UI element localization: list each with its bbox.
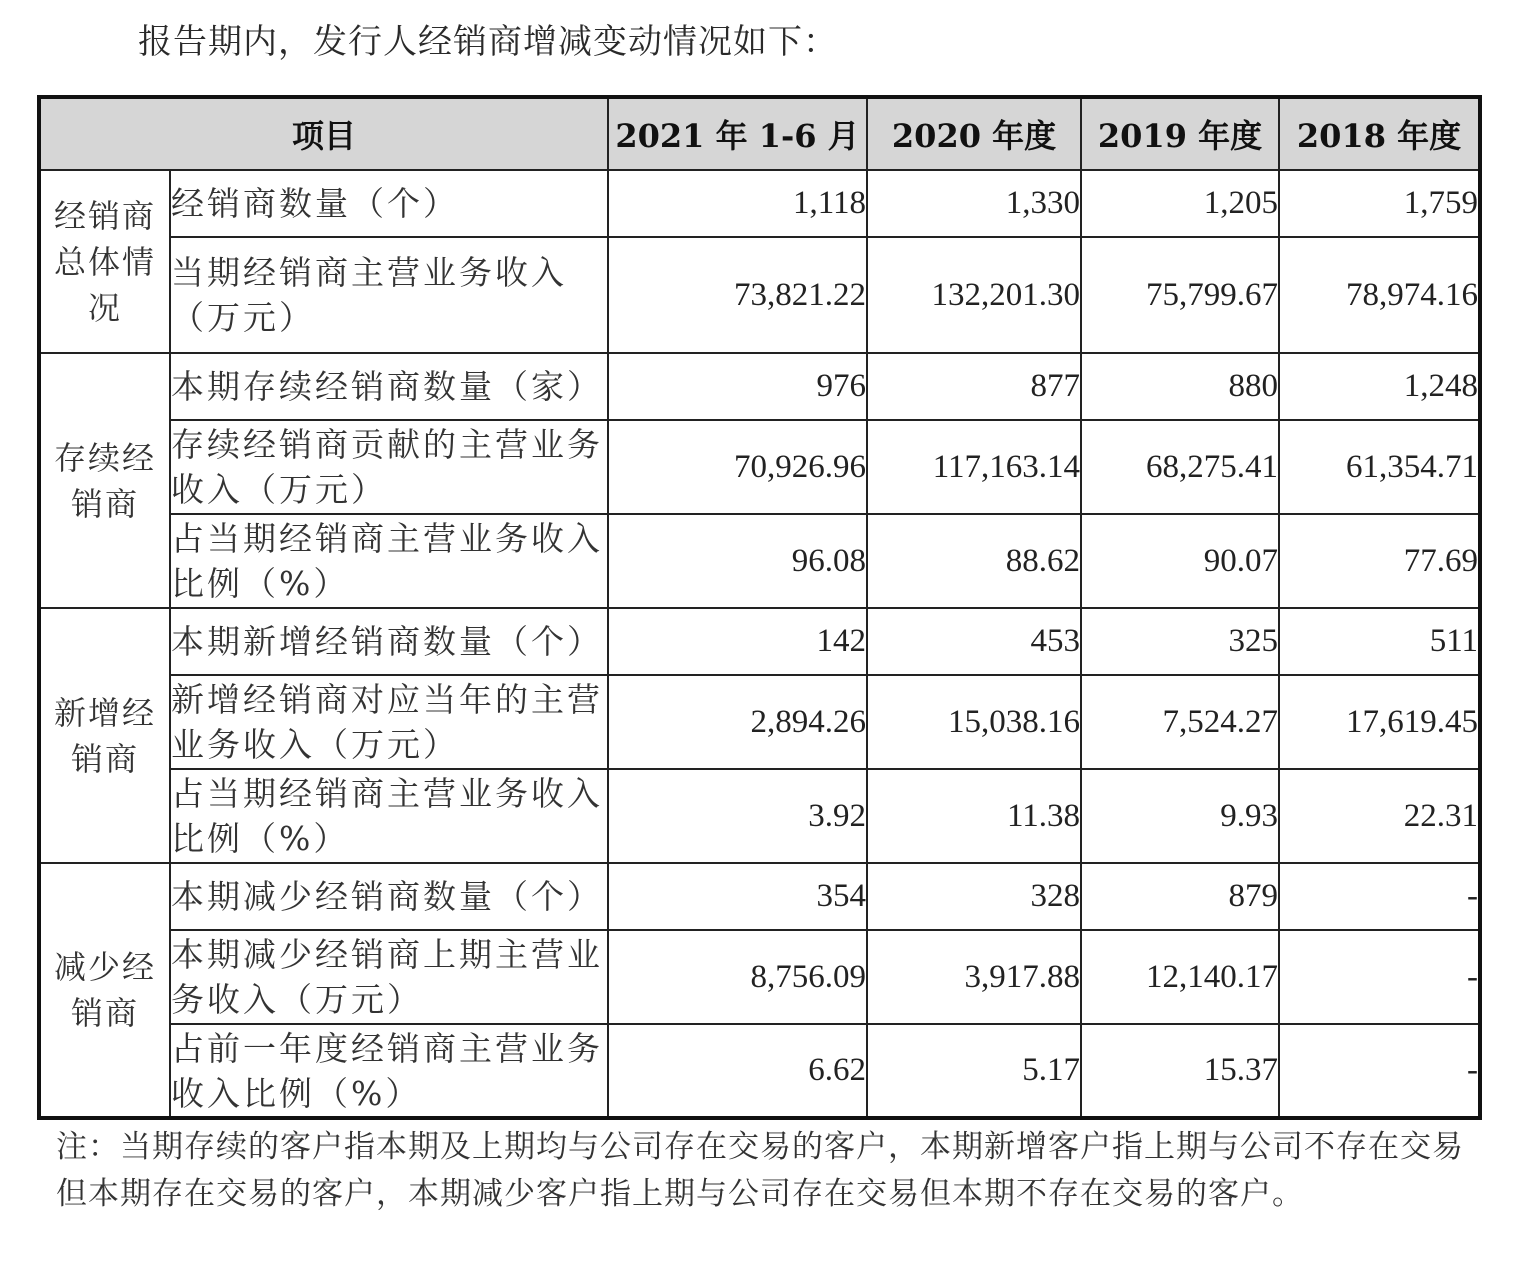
header-2018: 2018 年度 <box>1279 97 1480 170</box>
footnote: 注：当期存续的客户指本期及上期均与公司存在交易的客户，本期新增客户指上期与公司不存在交易但本期存在交易的客户，本期减少客户指上期与公司存在交易但本期不存在交易的客户。 <box>56 1129 1464 1212</box>
cell-value: 15.37 <box>1081 1024 1279 1118</box>
cell-value: 96.08 <box>608 514 867 608</box>
cell-value: 61,354.71 <box>1279 420 1480 514</box>
table-row <box>39 353 1480 420</box>
cell-value: 77.69 <box>1279 514 1480 608</box>
cell-value: 511 <box>1279 608 1480 675</box>
cell-value: 880 <box>1081 353 1279 420</box>
cell-value: 17,619.45 <box>1279 675 1480 769</box>
table-row <box>39 608 1480 675</box>
cell-value: - <box>1279 1024 1480 1118</box>
row-label: 占当期经销商主营业务收入比例（%） <box>170 514 608 608</box>
header-2019: 2019 年度 <box>1081 97 1279 170</box>
row-label: 存续经销商贡献的主营业务收入（万元） <box>170 420 608 514</box>
cell-value: 73,821.22 <box>608 237 867 353</box>
group-label-overall: 经销商总体情况 <box>39 170 170 353</box>
cell-value: 3,917.88 <box>867 930 1081 1024</box>
header-row <box>39 97 1480 170</box>
intro-text: 报告期内，发行人经销商增减变动情况如下： <box>138 22 838 62</box>
cell-value: 2,894.26 <box>608 675 867 769</box>
cell-value: 328 <box>867 863 1081 930</box>
row-label: 本期减少经销商数量（个） <box>170 863 608 930</box>
cell-value: 132,201.30 <box>867 237 1081 353</box>
table-row <box>39 170 1480 237</box>
table-row <box>39 769 1480 863</box>
row-label: 本期新增经销商数量（个） <box>170 608 608 675</box>
cell-value: 1,330 <box>867 170 1081 237</box>
cell-value: 68,275.41 <box>1081 420 1279 514</box>
cell-value: 453 <box>867 608 1081 675</box>
row-label: 经销商数量（个） <box>170 170 608 237</box>
cell-value: 15,038.16 <box>867 675 1081 769</box>
group-label-continuing: 存续经销商 <box>39 353 170 608</box>
cell-value: 75,799.67 <box>1081 237 1279 353</box>
cell-value: - <box>1279 930 1480 1024</box>
table-row <box>39 675 1480 769</box>
header-2020: 2020 年度 <box>867 97 1081 170</box>
row-label: 本期减少经销商上期主营业务收入（万元） <box>170 930 608 1024</box>
row-label: 当期经销商主营业务收入（万元） <box>170 237 608 353</box>
cell-value: 877 <box>867 353 1081 420</box>
cell-value: 1,118 <box>608 170 867 237</box>
cell-value: 879 <box>1081 863 1279 930</box>
cell-value: 8,756.09 <box>608 930 867 1024</box>
cell-value: 5.17 <box>867 1024 1081 1118</box>
cell-value: 3.92 <box>608 769 867 863</box>
cell-value: 90.07 <box>1081 514 1279 608</box>
group-label-reduced: 减少经销商 <box>39 863 170 1118</box>
cell-value: 88.62 <box>867 514 1081 608</box>
cell-value: - <box>1279 863 1480 930</box>
cell-value: 1,759 <box>1279 170 1480 237</box>
table-row <box>39 237 1480 353</box>
group-label-new: 新增经销商 <box>39 608 170 863</box>
distributor-change-table <box>37 95 1482 1120</box>
table-row <box>39 514 1480 608</box>
cell-value: 70,926.96 <box>608 420 867 514</box>
table-row <box>39 863 1480 930</box>
row-label: 新增经销商对应当年的主营业务收入（万元） <box>170 675 608 769</box>
table-row <box>39 1024 1480 1118</box>
header-item: 项目 <box>39 97 608 170</box>
cell-value: 78,974.16 <box>1279 237 1480 353</box>
cell-value: 976 <box>608 353 867 420</box>
cell-value: 6.62 <box>608 1024 867 1118</box>
cell-value: 354 <box>608 863 867 930</box>
row-label: 占当期经销商主营业务收入比例（%） <box>170 769 608 863</box>
row-label: 占前一年度经销商主营业务收入比例（%） <box>170 1024 608 1118</box>
cell-value: 11.38 <box>867 769 1081 863</box>
cell-value: 22.31 <box>1279 769 1480 863</box>
cell-value: 9.93 <box>1081 769 1279 863</box>
cell-value: 142 <box>608 608 867 675</box>
table-row <box>39 930 1480 1024</box>
header-2021h1: 2021 年 1-6 月 <box>608 97 867 170</box>
cell-value: 117,163.14 <box>867 420 1081 514</box>
table-row <box>39 420 1480 514</box>
cell-value: 325 <box>1081 608 1279 675</box>
cell-value: 7,524.27 <box>1081 675 1279 769</box>
cell-value: 1,248 <box>1279 353 1480 420</box>
row-label: 本期存续经销商数量（家） <box>170 353 608 420</box>
cell-value: 1,205 <box>1081 170 1279 237</box>
cell-value: 12,140.17 <box>1081 930 1279 1024</box>
